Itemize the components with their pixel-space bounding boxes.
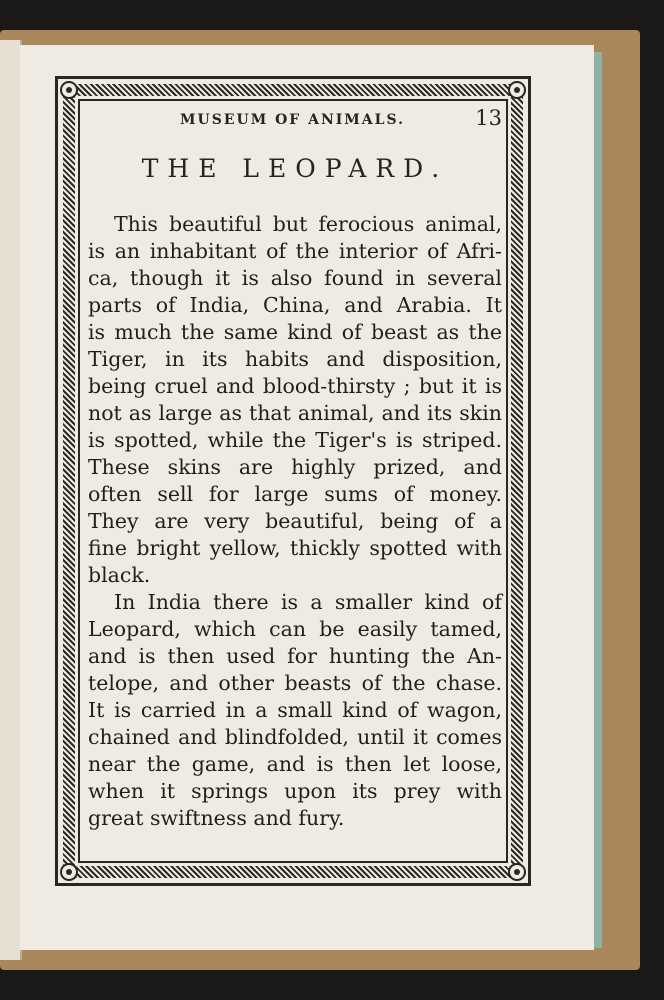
page-header [88, 104, 502, 134]
text-line: ca, though it is also found in several [88, 266, 502, 290]
text-line: not as large as that animal, and its skin [88, 401, 502, 425]
text-line: They are very beautiful, being of a [88, 509, 502, 533]
text-line: telope, and other beasts of the chase. [88, 671, 502, 695]
cover-edge [594, 52, 602, 948]
corner-ornament-icon [508, 863, 526, 881]
text-line: great swiftness and fury. [88, 806, 345, 830]
text-line: In India there is a smaller kind of [114, 590, 502, 614]
text-line: is much the same kind of beast as the [88, 320, 502, 344]
text-line: being cruel and blood-thirsty ; but it is [88, 374, 502, 398]
text-line: Tiger, in its habits and disposition, [88, 347, 502, 371]
text-line: and is then used for hunting the An- [88, 644, 502, 668]
corner-ornament-icon [508, 81, 526, 99]
corner-ornament-icon [60, 81, 78, 99]
text-line: Leopard, which can be easily tamed, [88, 617, 502, 641]
body-text [88, 211, 502, 832]
paragraph [88, 211, 502, 589]
chapter-title: THE LEOPARD. [141, 154, 449, 183]
text-line: chained and blindfolded, until it comes [88, 725, 502, 749]
text-line: This beautiful but ferocious animal, [114, 212, 502, 236]
text-line: when it springs upon its prey with [88, 779, 502, 803]
previous-page-edge [0, 40, 22, 960]
corner-ornament-icon [60, 863, 78, 881]
text-line: near the game, and is then let loose, [88, 752, 502, 776]
text-line: black. [88, 563, 151, 587]
running-head: MUSEUM OF ANIMALS. [180, 112, 405, 128]
text-line: often sell for large sums of money. [88, 482, 502, 506]
text-line: It is carried in a small kind of wagon, [88, 698, 502, 722]
text-line: parts of India, China, and Arabia. It [88, 293, 502, 317]
text-line: fine bright yellow, thickly spotted with [88, 536, 502, 560]
page-number: 13 [475, 106, 502, 130]
paragraph [88, 589, 502, 832]
text-line: is an inhabitant of the interior of Afri- [88, 239, 502, 263]
text-line: is spotted, while the Tiger's is striped. [88, 428, 502, 452]
text-line: These skins are highly prized, and [88, 455, 502, 479]
